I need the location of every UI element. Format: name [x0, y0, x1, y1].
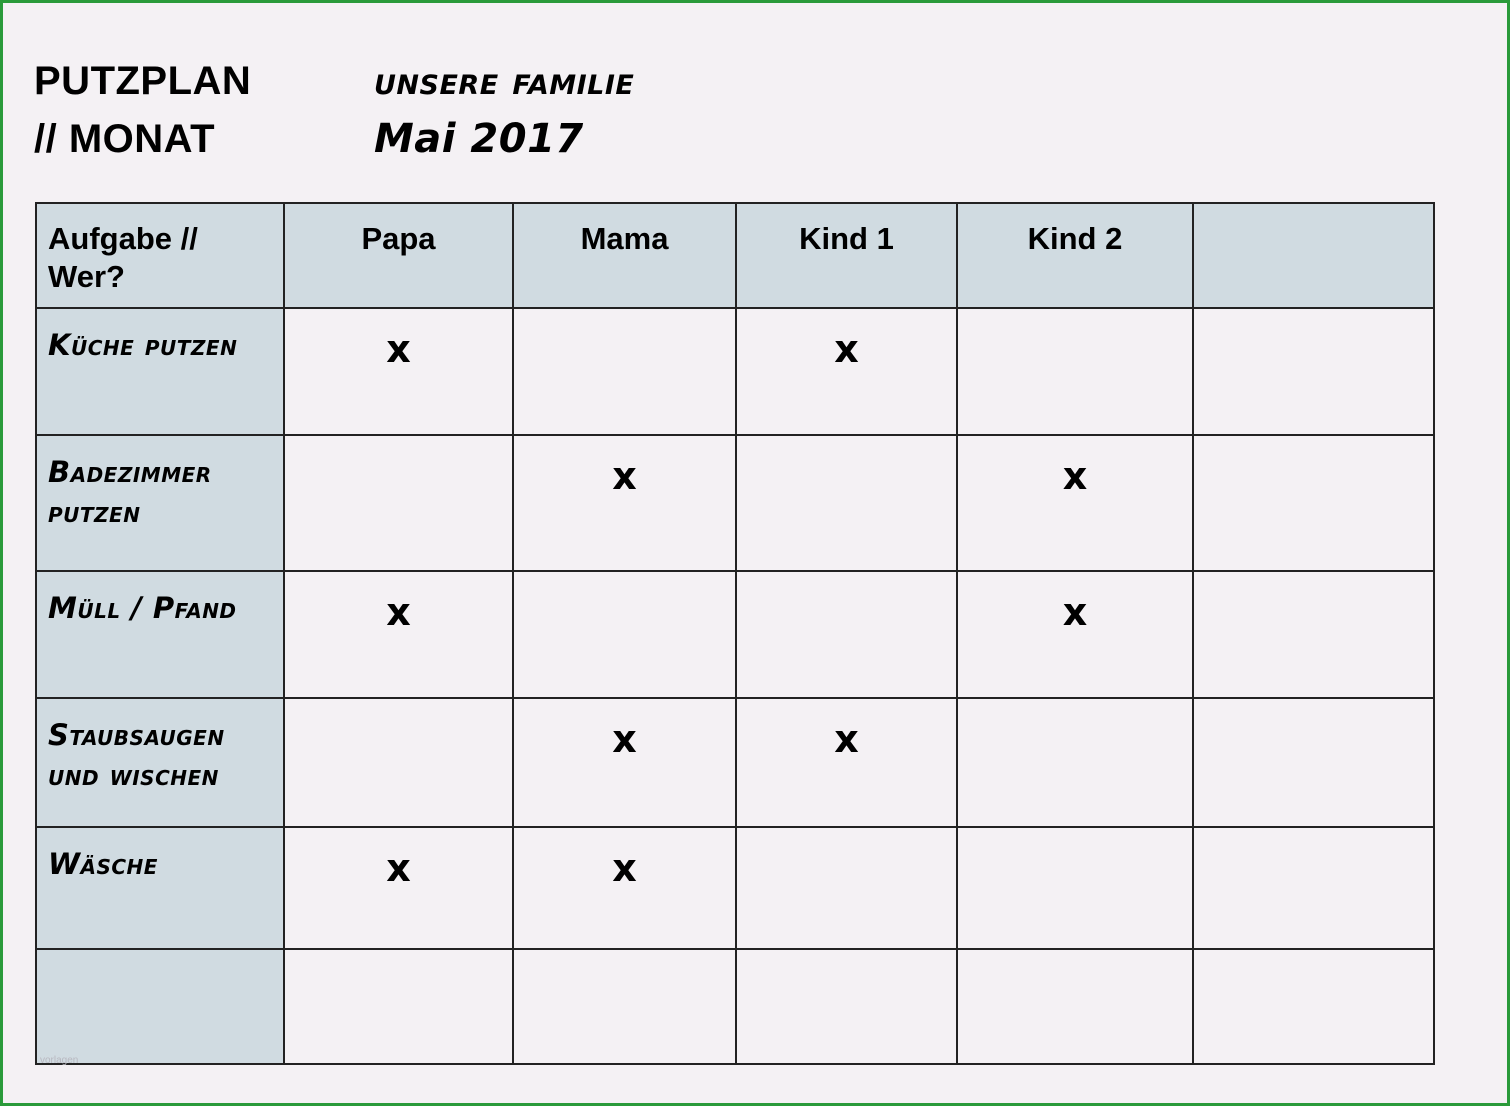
- checkmark-x: x: [386, 590, 411, 634]
- assignment-cell: [1193, 308, 1434, 435]
- checkmark-x: x: [1062, 454, 1088, 498]
- assignment-cell: [284, 571, 513, 698]
- plan-subtitle: [374, 52, 634, 168]
- task-label: Küche putzen: [48, 328, 238, 362]
- task-label: Badezimmer: [48, 455, 212, 489]
- table-row: [36, 571, 1434, 698]
- header-row: [36, 203, 1434, 308]
- checkmark-x: x: [612, 454, 637, 498]
- checkmark-x: x: [612, 846, 637, 890]
- checkmark-x: x: [834, 717, 859, 761]
- assignment-cell: [513, 698, 736, 827]
- task-cell: [36, 435, 284, 571]
- column-header-mama: Mama: [513, 203, 736, 308]
- assignment-cell: [736, 949, 957, 1064]
- assignment-cell: [957, 571, 1193, 698]
- task-cell: [36, 949, 284, 1064]
- assignment-cell: [957, 827, 1193, 949]
- assignment-cell: [957, 308, 1193, 435]
- table-row: [36, 949, 1434, 1064]
- assignment-cell: [513, 949, 736, 1064]
- checkmark-x: x: [612, 717, 637, 761]
- assignment-cell: [1193, 571, 1434, 698]
- assignment-cell: [513, 571, 736, 698]
- assignment-cell: [284, 435, 513, 571]
- assignment-cell: [513, 435, 736, 571]
- table-row: [36, 435, 1434, 571]
- watermark: vorlagen: [40, 1055, 79, 1066]
- assignment-cell: [1193, 435, 1434, 571]
- checkmark-x: x: [386, 327, 411, 371]
- task-cell: [36, 571, 284, 698]
- assignment-cell: [957, 949, 1193, 1064]
- assignment-cell: [957, 435, 1193, 571]
- assignment-cell: [736, 571, 957, 698]
- checkmark-x: x: [1062, 590, 1088, 634]
- corner-line-2: Wer?: [48, 259, 125, 294]
- checkmark-x: x: [386, 846, 411, 890]
- assignment-cell: [284, 949, 513, 1064]
- family-name: unsere familie: [374, 59, 635, 103]
- assignment-cell: [284, 698, 513, 827]
- month-label: Mai 2017: [374, 116, 584, 162]
- assignment-cell: [284, 308, 513, 435]
- column-header-empty: [1193, 203, 1434, 308]
- table-row: [36, 827, 1434, 949]
- task-label: Staubsaugen: [48, 718, 225, 752]
- task-label: und wischen: [48, 758, 219, 792]
- assignment-cell: [957, 698, 1193, 827]
- plan-title: [34, 52, 251, 168]
- task-label: putzen: [48, 495, 141, 529]
- title-line-1: PUTZPLAN: [34, 59, 252, 103]
- title-line-2: // MONAT: [34, 117, 216, 161]
- task-label: Wäsche: [48, 847, 158, 881]
- table-row: [36, 308, 1434, 435]
- column-header-papa: Papa: [284, 203, 513, 308]
- task-cell: [36, 827, 284, 949]
- assignment-cell: [736, 698, 957, 827]
- task-label: Müll / Pfand: [48, 591, 237, 625]
- assignment-cell: [1193, 827, 1434, 949]
- assignment-cell: [1193, 698, 1434, 827]
- column-header-kind-1: Kind 1: [736, 203, 957, 308]
- corner-line-1: Aufgabe //: [48, 221, 198, 256]
- assignment-cell: [513, 827, 736, 949]
- checkmark-x: x: [834, 327, 859, 371]
- task-cell: [36, 698, 284, 827]
- assignment-cell: [736, 308, 957, 435]
- task-cell: [36, 308, 284, 435]
- assignment-cell: [736, 827, 957, 949]
- assignment-cell: [284, 827, 513, 949]
- column-header-kind-2: Kind 2: [957, 203, 1193, 308]
- cleaning-plan-table: [35, 202, 1435, 1065]
- corner-header: [36, 203, 284, 308]
- assignment-cell: [1193, 949, 1434, 1064]
- assignment-cell: [513, 308, 736, 435]
- assignment-cell: [736, 435, 957, 571]
- table-row: [36, 698, 1434, 827]
